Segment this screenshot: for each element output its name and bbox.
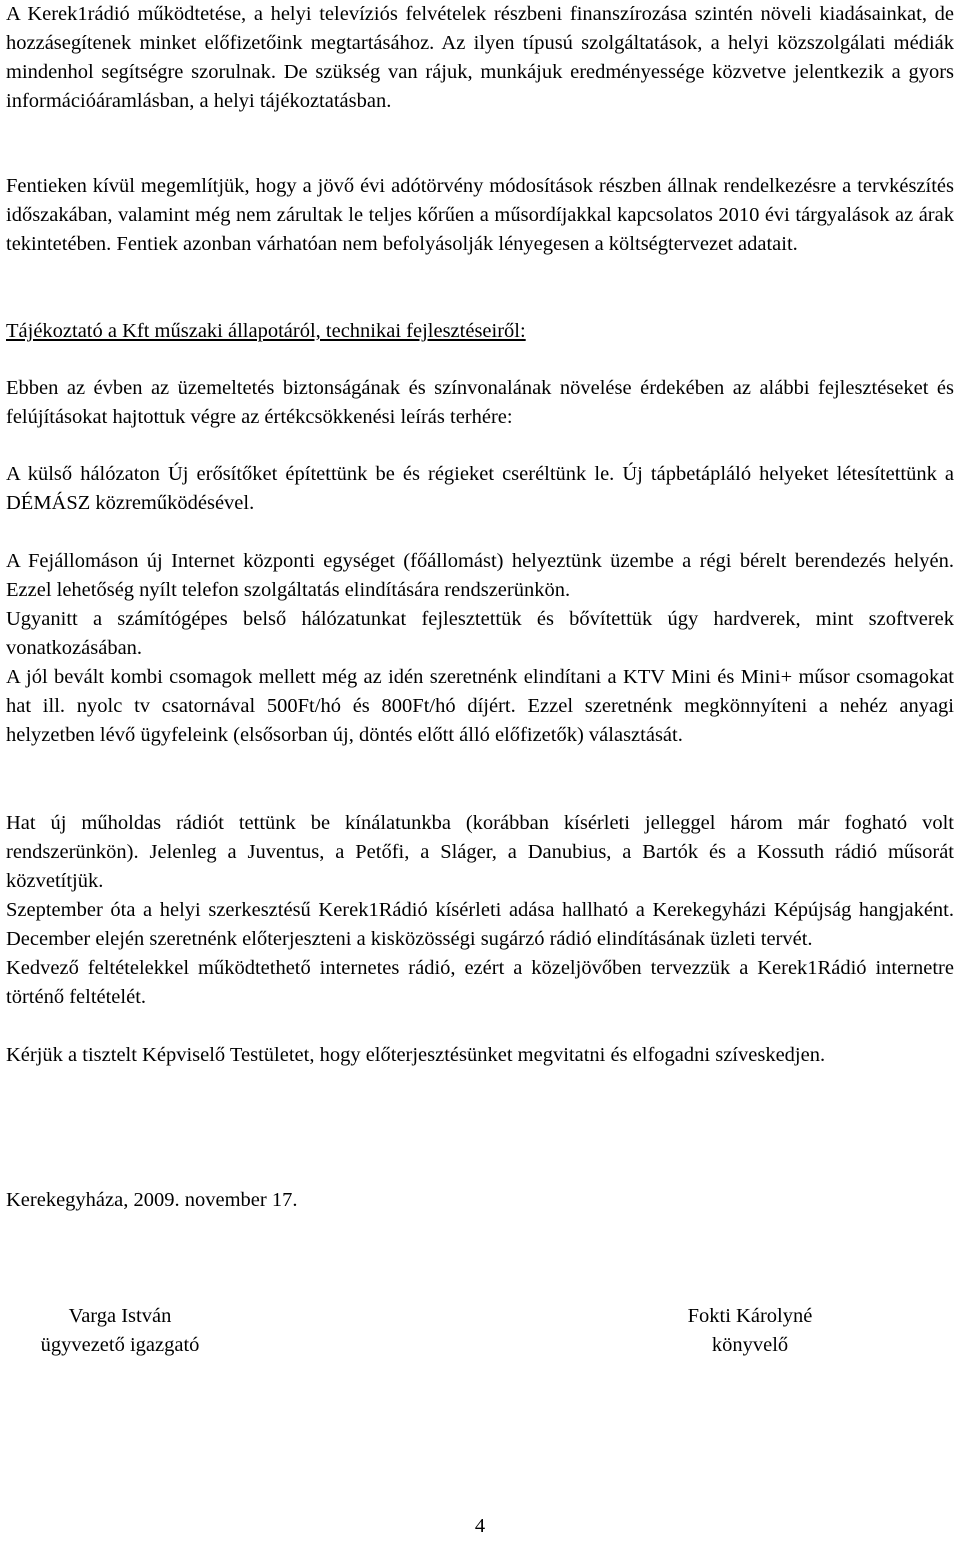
paragraph-line: A jól bevált kombi csomagok mellett még az idén szeretnénk elindítani a KTV Mini és Mini+ műsor csomagokat hat ill. nyolc tv csatornával 500Ft/hó és 800Ft/hó díjért. Ezzel szeretnénk megkönnyíteni a nehéz anyagi helyzetben lévő ügyfeleink (elsősorban új, döntés előtt álló előfizetők) választását.: [6, 666, 954, 746]
paragraph-request: Kérjük a tisztelt Képviselő Testületet, hogy előterjesztésünket megvitatni és elfogadni szíveskedjen.: [6, 1044, 826, 1066]
page-number: 4: [474, 1515, 486, 1537]
paragraph-line: Szeptember óta a helyi szerkesztésű Kerek1Rádió kísérleti adása hallható a Kerekegyházi Képújság hangjaként. December elején szeretnénk előterjeszteni a kisközösségi sugárzó rádió elindításának üzleti tervét.: [6, 899, 954, 950]
paragraph-tax-law-note: Fentieken kívül megemlítjük, hogy a jövő évi adótörvény módosítások részben állnak rendelkezésre a tervkészítés időszakában, valamint még nem zárultak le teljes kőrűen a műsordíjakkal kapcsolatos 2010 évi tárgyalások az árak tekintetében. Fentiek azonban várhatóan nem befolyásolják lényegesen a költségtervezet adatait.: [6, 175, 954, 255]
paragraph-kerek1radio-costs: A Kerek1rádió működtetése, a helyi televíziós felvételek részbeni finanszírozása szintén növeli kiadásainkat, de hozzásegítenek minket előfizetőink megtartásához. Az ilyen típusú szolgáltatások, a helyi közszolgálati médiák mindenhol segítségre szorulnak. De szükség van rájuk, munkájuk eredményessége közvetve jelentkezik a gyors információáramlásban, a helyi tájékoztatásban.: [6, 3, 954, 112]
paragraph-headend-developments: [6, 547, 954, 750]
paragraph-line: Kedvező feltételekkel működtethető internetes rádió, ezért a közeljövőben tervezzük a Kerek1Rádió internetre történő feltételét.: [6, 957, 954, 1008]
signatory-title: könyvelő: [711, 1334, 789, 1356]
paragraph-line: A Fejállomáson új Internet központi egységet (főállomást) helyeztünk üzembe a régi bérelt berendezés helyén. Ezzel lehetőség nyílt telefon szolgáltatás elindítására rendszerünkön.: [6, 550, 954, 601]
paragraph-line: Hat új műholdas rádiót tettünk be kínálatunkba (korábban kísérleti jelleggel három már fogható volt rendszerünkön). Jelenleg a Juventus, a Petőfi, a Sláger, a Danubius, a Bartók és a Kossuth rádió műsorát közvetítjük.: [6, 812, 954, 892]
signatory-name: Varga István: [68, 1305, 172, 1327]
paragraph-developments-intro: Ebben az évben az üzemeltetés biztonságának és színvonalának növelése érdekében az alábbi fejlesztéseket és felújításokat hajtottuk végre az értékcsökkenési leírás terhére:: [6, 377, 954, 428]
paragraph-external-network: A külső hálózaton Új erősítőket építettünk be és régieket cseréltünk le. Új tápbetápláló helyeket létesítettünk a DÉMÁSZ közreműködésével.: [6, 463, 954, 514]
paragraph-radio-offerings: [6, 809, 954, 1012]
signatory-name: Fokti Károlyné: [687, 1305, 813, 1327]
signatory-title: ügyvezető igazgató: [40, 1334, 200, 1356]
date-line: Kerekegyháza, 2009. november 17.: [6, 1189, 298, 1211]
signature-block-left: [16, 1302, 224, 1360]
section-heading-technical-status: Tájékoztató a Kft műszaki állapotáról, technikai fejlesztéseiről:: [6, 320, 526, 342]
signature-block-right: [666, 1302, 834, 1360]
paragraph-line: Ugyanitt a számítógépes belső hálózatunkat fejlesztettük és bővítettük úgy hardverek, mint szoftverek vonatkozásában.: [6, 608, 954, 659]
